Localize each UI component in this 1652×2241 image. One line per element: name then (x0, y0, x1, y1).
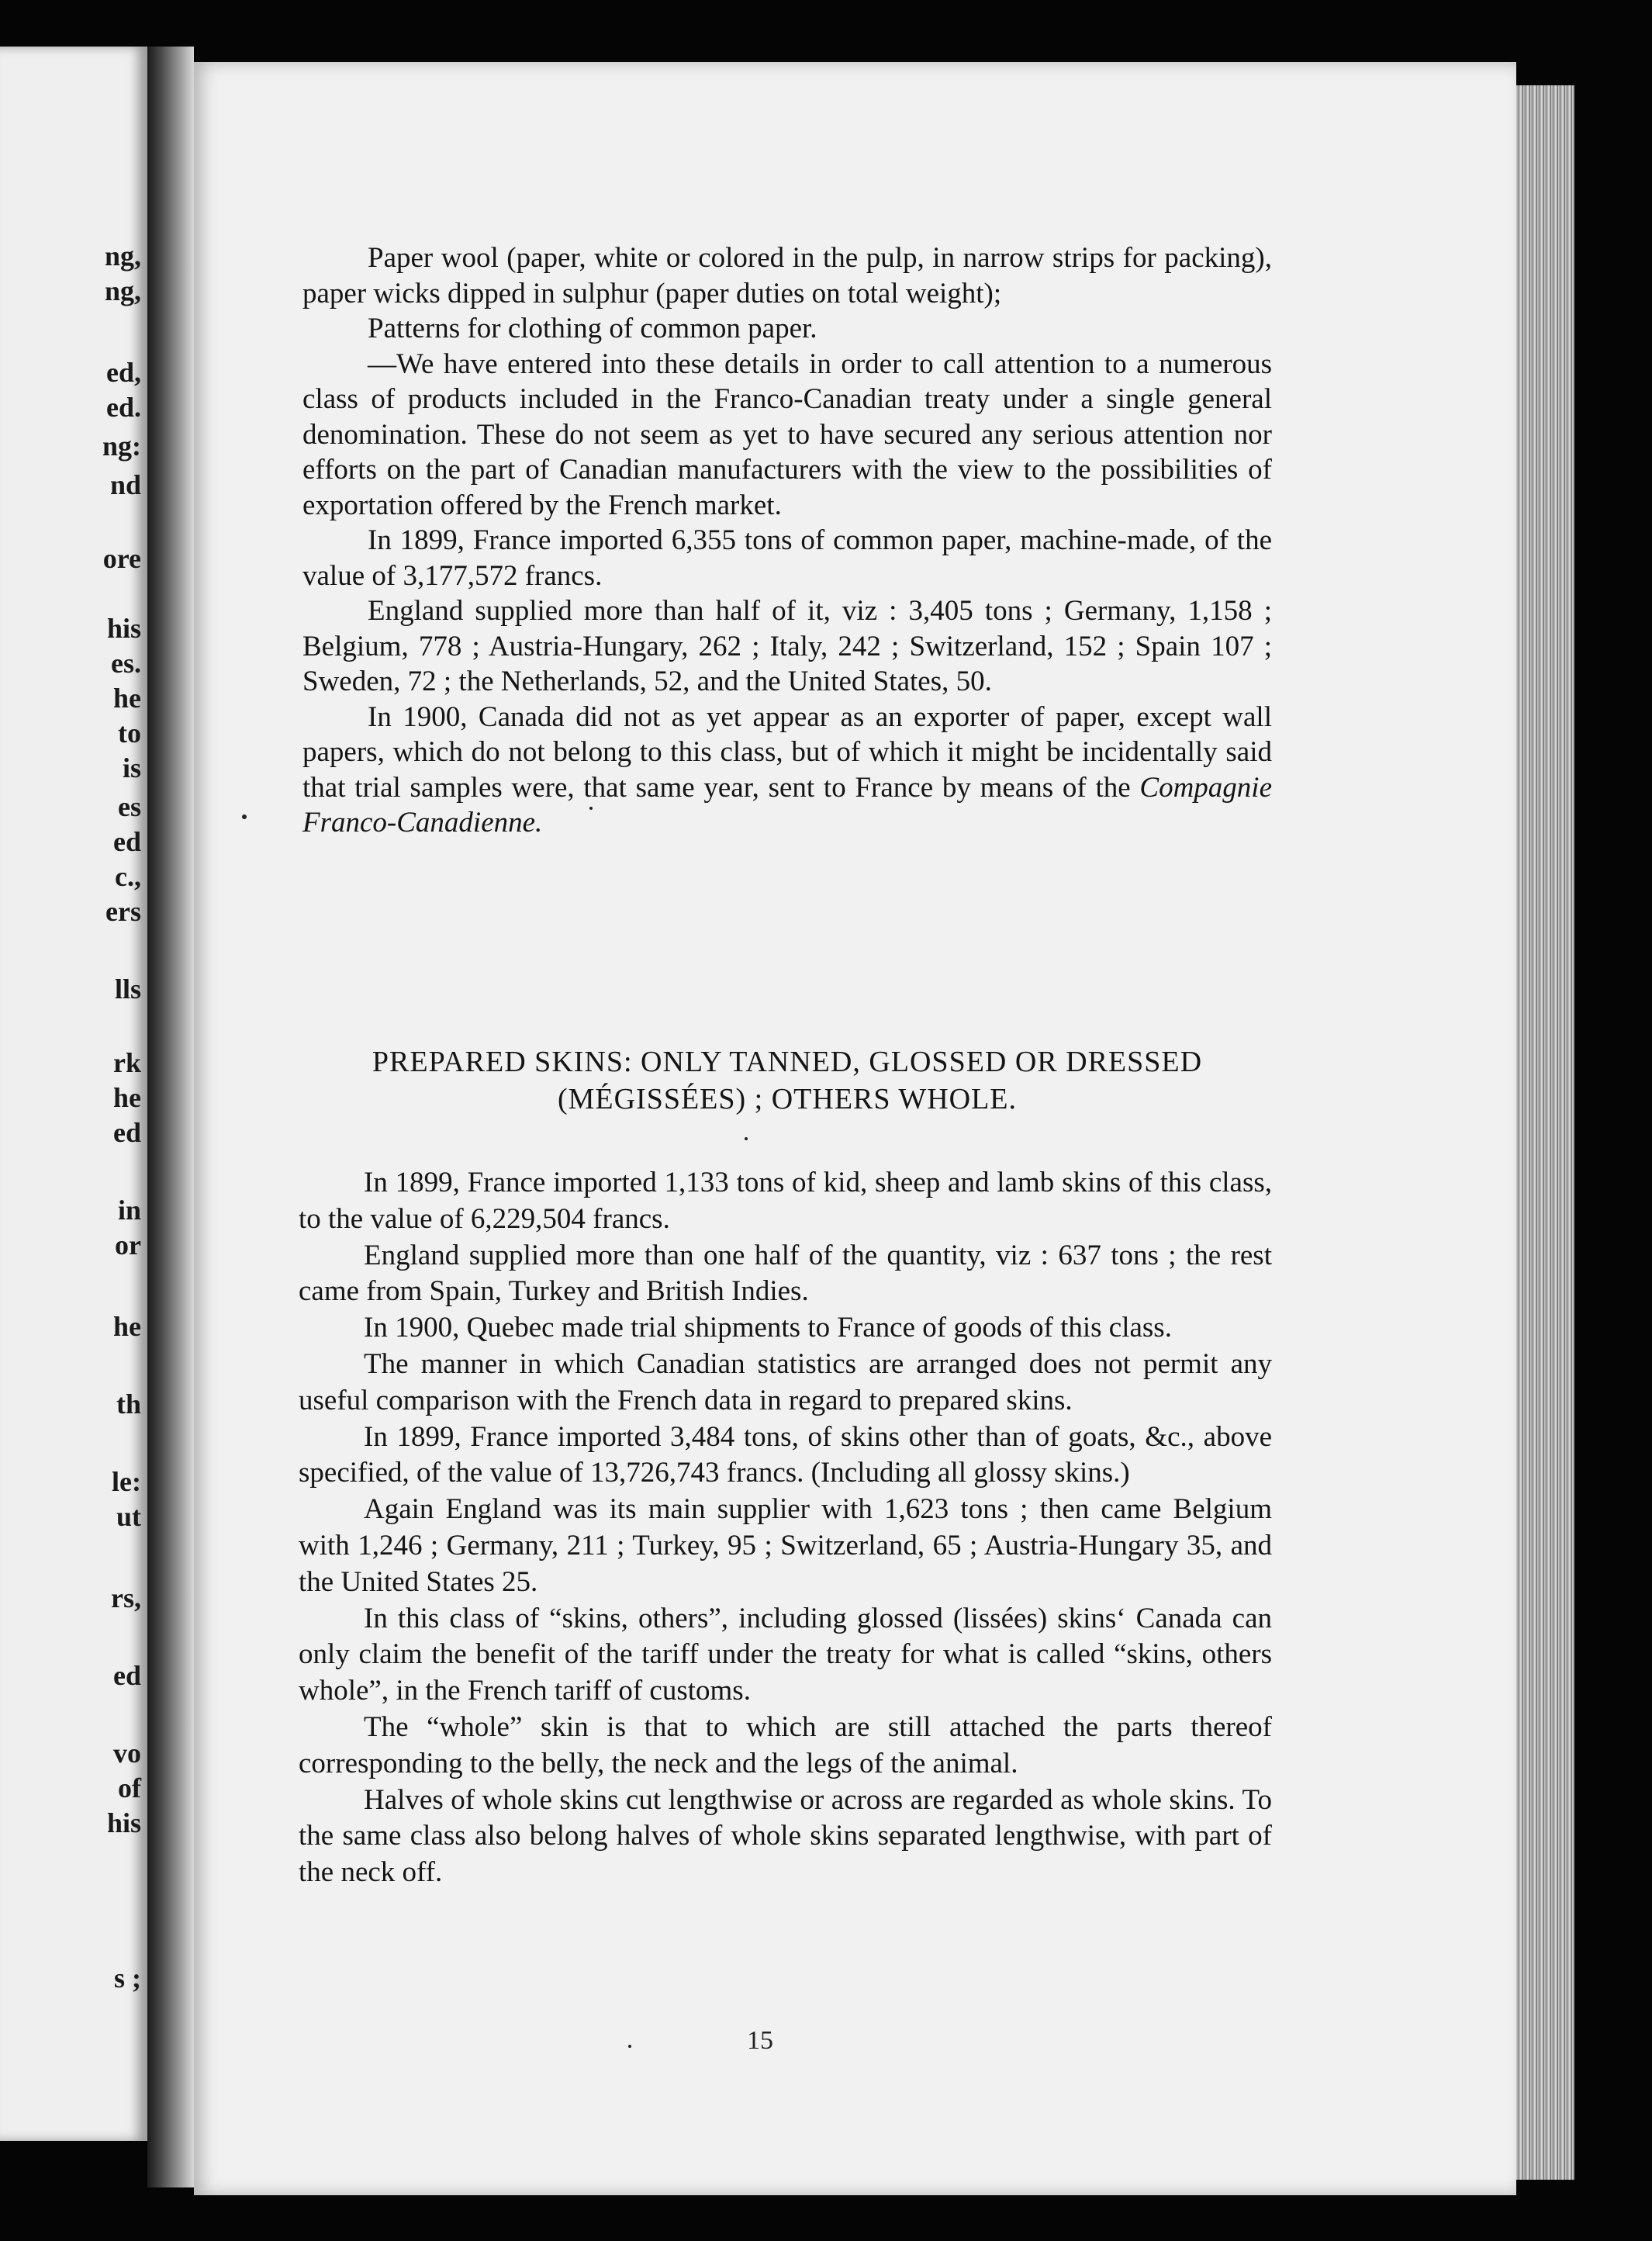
left-page-fragment-text: ng, (104, 275, 141, 306)
paragraph: Patterns for clothing of common paper. (368, 313, 817, 344)
heading-line-2: (MÉGISSÉES) ; OTHERS WHOLE. (557, 1083, 1018, 1115)
left-page-fragment-text: in (117, 1195, 141, 1226)
left-page-fragment-text: ed. (106, 392, 141, 423)
upper-text-block (302, 240, 1272, 841)
left-page-fragment-text: es. (111, 648, 141, 679)
page-number: 15 (747, 2026, 773, 2055)
left-page-fragment-text: ed (113, 826, 141, 857)
left-page-fragment-text: he (113, 1082, 141, 1113)
left-page-fragment-text: vo (113, 1738, 141, 1769)
heading-line-1: PREPARED SKINS: ONLY TANNED, GLOSSED OR DRESSED (372, 1046, 1203, 1078)
left-page-fragment-text: ed (113, 1117, 141, 1148)
paragraph-text: In 1900, Canada did not as yet appear as an exporter of paper, except wall papers, which do not belong to this class, but of which it might be incidentally said that trial samples were, that same year, sent to France by means of the (302, 700, 1272, 804)
book-spine-gutter (147, 47, 194, 2187)
left-page-fragment-text: c., (115, 861, 141, 892)
paragraph: Halves of whole skins cut lengthwise or across are regarded as whole skins. To the same class also belong halves of whole skins separated lengthwise, with part of the neck off. (299, 1783, 1272, 1889)
left-page-fragment-text: is (122, 752, 141, 783)
paragraph: In 1899, France imported 6,355 tons of common paper, machine-made, of the value of 3,177,572 francs. (302, 524, 1272, 592)
left-page-fragment-text: rs, (111, 1582, 141, 1613)
left-page-fragment-text: ut (116, 1501, 141, 1532)
scan-speck (628, 2045, 631, 2048)
company-name: Compagnie Franco-Canadienne. (302, 771, 1272, 839)
scan-speck (745, 1137, 748, 1140)
paragraph: England supplied more than one half of the quantity, viz : 637 tons ; the rest came from Spain, Turkey and British Indies. (299, 1239, 1272, 1308)
left-page-fragment-text: to (118, 718, 141, 749)
paragraph: Paper wool (paper, white or colored in the pulp, in narrow strips for packing), paper wicks dipped in sulphur (paper duties on total weight); (302, 242, 1272, 310)
left-page-fragment-text: le: (112, 1466, 141, 1497)
lower-text-block (299, 1165, 1272, 1891)
paragraph (302, 700, 1272, 841)
left-page-fragment-text: rk (113, 1047, 141, 1078)
left-page-fragment-text: ed, (106, 357, 141, 388)
left-page-fragment-text: ed (113, 1660, 141, 1691)
paragraph: Again England was its main supplier with 1,623 tons ; then came Belgium with 1,246 ; Germany, 211 ; Turkey, 95 ; Switzerland, 65 ; Austria-Hungary 35, and the United States 25. (299, 1493, 1272, 1598)
left-page-fragment (0, 47, 147, 2141)
scan-speck (589, 807, 593, 810)
left-page-fragment-text: his (106, 1807, 141, 1838)
paragraph: —We have entered into these details in order to call attention to a numerous class of products included in the Franco-Canadian treaty under a single general denomination. These do not seem as yet to have secured any serious attention nor efforts on the part of Canadian manufacturers with the view to the possibilities of exportation offered by the French market. (302, 348, 1272, 521)
paragraph: The “whole” skin is that to which are still attached the parts thereof corresponding to the belly, the neck and the legs of the animal. (299, 1710, 1272, 1779)
left-page-fragment-text: ng, (104, 240, 141, 271)
left-page-fragment-text: or (115, 1229, 141, 1261)
left-page-fragment-text: s ; (114, 1963, 141, 1994)
left-page-fragment-text: of (118, 1772, 141, 1804)
left-page-fragment-text: ers (105, 896, 141, 927)
paragraph: The manner in which Canadian statistics are arranged does not permit any useful comparison with the French data in regard to prepared skins. (299, 1347, 1272, 1416)
scan-speck (242, 814, 247, 819)
paragraph: In 1899, France imported 1,133 tons of kid, sheep and lamb skins of this class, to the value of 6,229,504 francs. (299, 1167, 1272, 1235)
paragraph: In 1899, France imported 3,484 tons, of skins other than of goats, &c., above specified, of the value of 13,726,743 francs. (Including all glossy skins.) (299, 1420, 1272, 1489)
left-page-fragment-text: he (113, 683, 141, 714)
left-page-fragment-text: ng: (102, 431, 141, 462)
left-page-fragment-text: ore (102, 543, 141, 574)
left-page-fragment-text: nd (109, 469, 141, 500)
paragraph: In this class of “skins, others”, including glossed (lissées) skins‘ Canada can only claim the benefit of the tariff under the treaty for what is called “skins, others whole”, in the French tariff of customs. (299, 1602, 1272, 1707)
page-edges (1516, 85, 1574, 2180)
left-page-fragment-text: lls (114, 974, 141, 1005)
left-page-fragment-text: th (116, 1389, 141, 1420)
paragraph: In 1900, Quebec made trial shipments to France of goods of this class. (364, 1312, 1172, 1344)
left-page-fragment-text: his (106, 613, 141, 644)
left-page-fragment-text: es (118, 791, 141, 822)
left-page-fragment-text: he (113, 1311, 141, 1342)
paragraph: England supplied more than half of it, viz : 3,405 tons ; Germany, 1,158 ; Belgium, 778 ; Austria-Hungary, 262 ; Italy, 242 ; Switzerland, 152 ; Spain 107 ; Sweden, 72 ; the Netherlands, 52, and the United States, 50. (302, 595, 1272, 697)
section-heading (302, 1043, 1272, 1118)
